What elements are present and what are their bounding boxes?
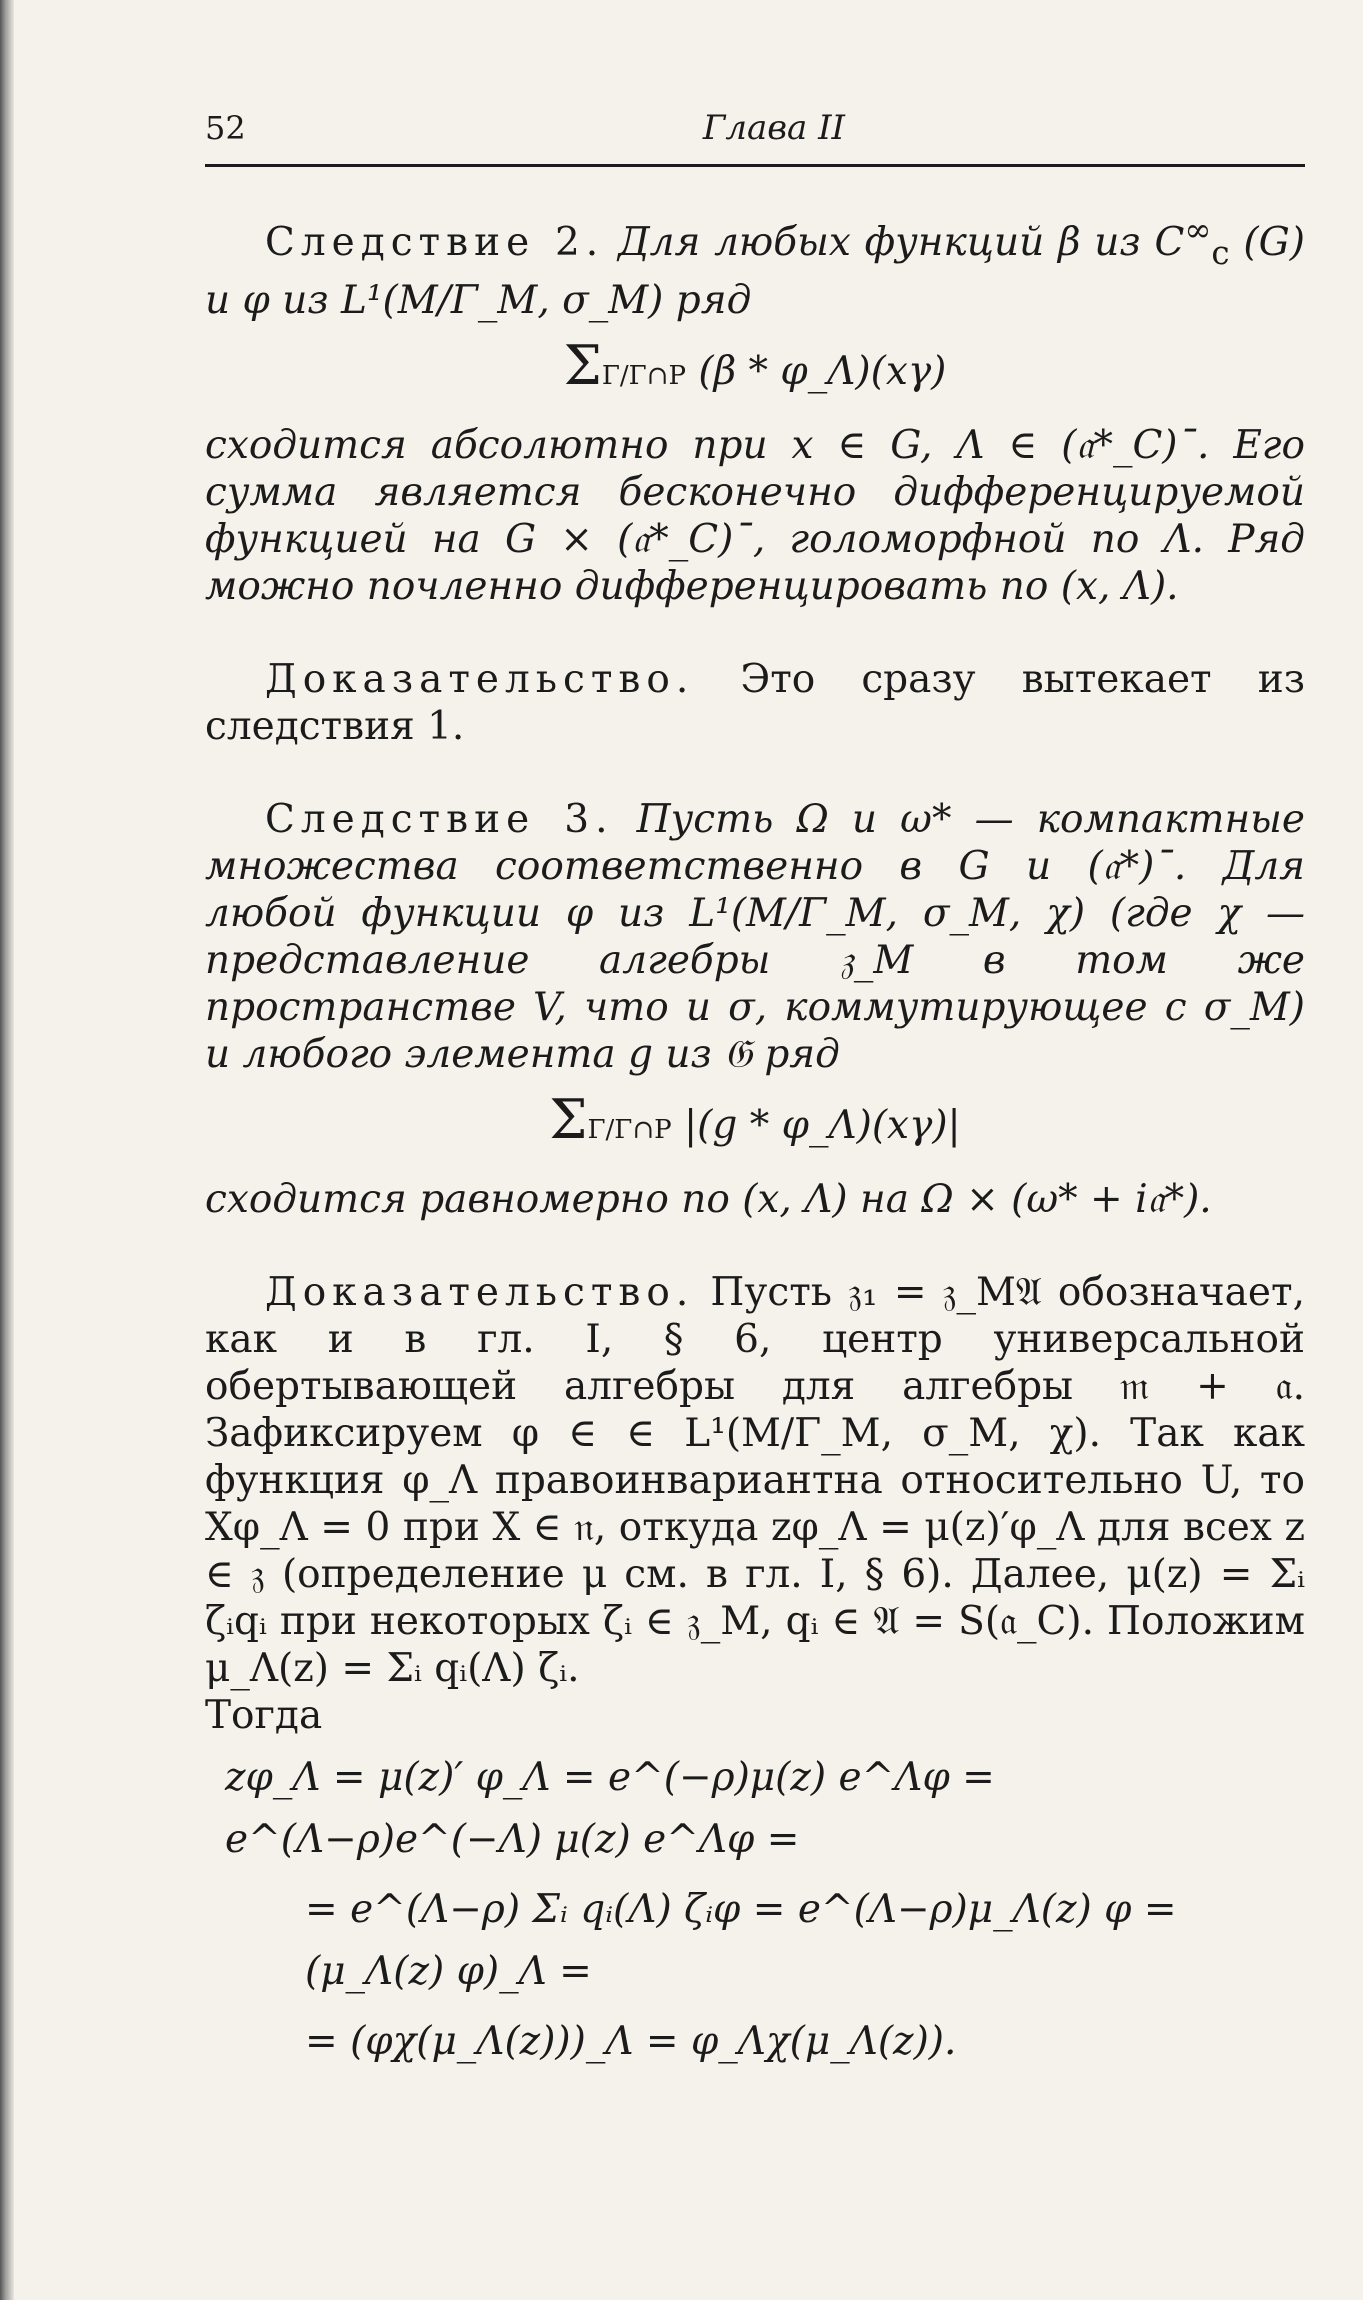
proof-1-text: Это сразу вытекает из следствия 1. <box>205 656 1305 749</box>
page-header <box>205 105 1305 167</box>
proof-2-then: Тогда <box>205 1692 323 1738</box>
corollary-2-sum-index: Γ/Γ∩P <box>601 360 686 391</box>
corollary-3-text: Пусть Ω и ω* — компактные множества соответственно в G и (𝔞*)¯. Для любой функции φ из L¹(M/Γ_M, σ_M, χ) (где χ — представление алгебры 𝔷_M в том же пространстве V, что и σ, коммутирующее с σ_M) и любого элемента g из 𝔊 ряд <box>205 796 1305 1077</box>
equation-line-3: = (φχ(μ_Λ(z)))_Λ = φ_Λχ(μ_Λ(z)). <box>305 2018 957 2064</box>
corollary-3-sum-expr: |(g * φ_Λ)(xγ)| <box>684 1102 961 1148</box>
corollary-3-label: Следствие 3. <box>265 796 614 842</box>
corollary-2-line2: и φ из L¹(M/Γ_M, σ_M) ряд <box>205 277 752 323</box>
proof-2-text: Пусть 𝔷₁ = 𝔷_M𝔄 обозначает, как и в гл. I, § 6, центр универсальной обертывающей алгебры для алгебры 𝔪 + 𝔞. Зафиксируем φ ∈ ∈ L¹(M/Γ_M, σ_M, χ). Так как функция φ_Λ правоинвариантна относительно U, то Xφ_Λ = 0 при X ∈ 𝔫, откуда zφ_Λ = μ(z)′φ_Λ для всех z ∈ 𝔷 (определение μ см. в гл. I, § 6). Далее, μ(z) = Σᵢ ζᵢqᵢ при некоторых ζᵢ ∈ 𝔷_M, qᵢ ∈ 𝔄 = S(𝔞_C). Положим μ_Λ(z) = Σᵢ qᵢ(Λ) ζᵢ. <box>205 1269 1305 1691</box>
scan-edge <box>0 0 14 2300</box>
page-number: 52 <box>205 109 246 147</box>
corollary-2-sum-expr: (β * φ_Λ)(xγ) <box>698 348 947 394</box>
corollary-3-sum-index: Γ/Γ∩P <box>587 1114 672 1145</box>
proof-2 <box>205 1269 1305 1692</box>
equation-block <box>225 1747 1305 2073</box>
corollary-2-line1: Для любых функций β из C <box>617 220 1185 265</box>
sum-sign-icon: Σ <box>549 1087 588 1151</box>
corollary-2-sub: c <box>1211 233 1230 272</box>
corollary-3-conclusion: сходится равномерно по (x, Λ) на Ω × (ω* + i𝔞*). <box>205 1176 1212 1222</box>
corollary-2-conclusion: сходится абсолютно при x ∈ G, Λ ∈ (𝔞*_C)¯. Его сумма является бесконечно дифференцируемой функцией на G × (𝔞*_C)¯, голоморфной по Λ. Ряд можно почленно дифференцировать по (x, Λ). <box>205 422 1305 609</box>
corollary-3-series <box>205 1087 1305 1154</box>
corollary-2-series <box>205 333 1305 400</box>
corollary-3-statement <box>205 796 1305 1078</box>
equation-line-2: = e^(Λ−ρ) Σᵢ qᵢ(Λ) ζᵢφ = e^(Λ−ρ)μ_Λ(z) φ = (μ_Λ(z) φ)_Λ = <box>305 1886 1177 1994</box>
proof-2-label: Доказательство. <box>265 1269 695 1315</box>
book-page <box>205 105 1305 2081</box>
corollary-2-sup: ∞ <box>1184 211 1212 249</box>
corollary-2-label: Следствие 2. <box>265 220 605 265</box>
proof-1 <box>205 656 1305 750</box>
equation-line-1: zφ_Λ = μ(z)′ φ_Λ = e^(−ρ)μ(z) e^Λφ = e^(Λ−ρ)e^(−Λ) μ(z) e^Λφ = <box>225 1754 995 1862</box>
corollary-2-statement <box>205 207 1305 324</box>
proof-1-label: Доказательство. <box>265 656 695 702</box>
running-title: Глава II <box>702 108 845 148</box>
corollary-2-line1-tail: (G) <box>1243 220 1305 265</box>
sum-sign-icon: Σ <box>563 333 602 397</box>
